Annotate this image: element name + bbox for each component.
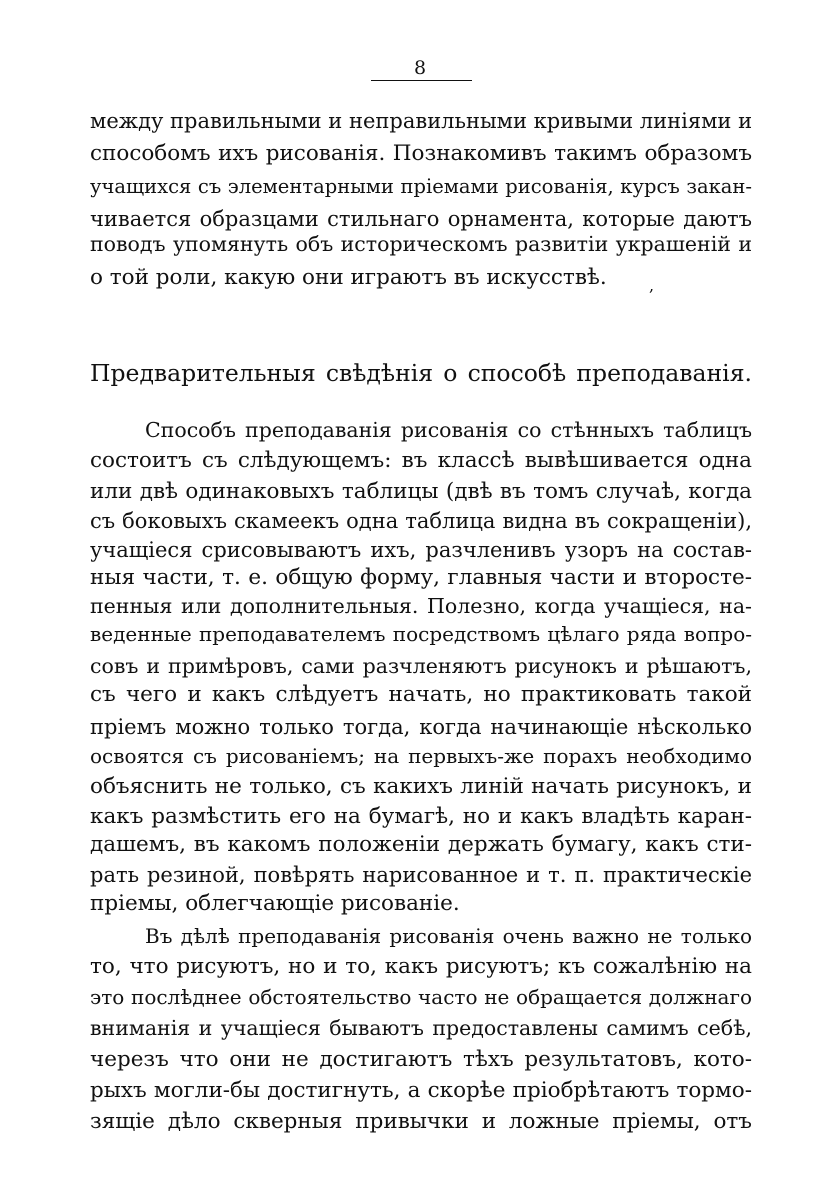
text-line: это послѣднее обстоятельство часто не обращается должнаго	[90, 985, 752, 1009]
text-line: то, что рисуютъ, но и то, какъ рисуютъ; къ сожалѣнію на	[90, 954, 752, 979]
text-line: какъ размѣстить его на бумагѣ, но и какъ владѣть каран-	[90, 804, 752, 829]
header-rule	[371, 80, 472, 81]
text-line: чивается образцами стильнаго орнамента, которые даютъ	[90, 207, 752, 231]
text-line: веденные преподавателемъ посредствомъ цѣлаго ряда вопро-	[90, 622, 752, 646]
text-line: учащіеся срисовываютъ ихъ, разчленивъ узоръ на состав-	[90, 538, 752, 562]
section-heading: Предварительныя свѣдѣнія о способѣ преподаванія.	[90, 359, 752, 387]
text-line: состоитъ съ слѣдующемъ: въ классѣ вывѣшивается одна	[90, 448, 752, 473]
page-number: 8	[413, 57, 427, 79]
text-line: пріемы, облегчающіе рисованіе.	[90, 891, 460, 916]
text-line: ныя части, т. е. общую форму, главныя части и второсте-	[90, 565, 752, 590]
stray-mark: ,	[649, 276, 655, 295]
text-line: освоятся съ рисованіемъ; на первыхъ-же порахъ необходимо	[90, 744, 752, 768]
text-line: съ боковыхъ скамеекъ одна таблица видна въ сокращеніи),	[90, 509, 752, 533]
text-line: рать резиной, повѣрять нарисованное и т. п. практическіе	[90, 863, 752, 887]
text-line: о той роли, какую они играютъ въ искусствѣ.	[90, 265, 607, 290]
text-line: способомъ ихъ рисованія. Познакомивъ такимъ образомъ	[90, 141, 752, 166]
text-line: объяснить не только, съ какихъ линій начать рисунокъ, и	[90, 774, 752, 799]
text-line: рыхъ могли-бы достигнуть, а скорѣе пріобрѣтаютъ тормо-	[90, 1078, 752, 1103]
text-line: или двѣ одинаковыхъ таблицы (двѣ въ томъ случаѣ, когда	[90, 479, 752, 504]
text-line: Способъ преподаванія рисованія со стѣнныхъ таблицъ	[145, 418, 752, 442]
text-line: зящіе дѣло скверныя привычки и ложные пріемы, отъ	[90, 1109, 752, 1134]
text-line: Въ дѣлѣ преподаванія рисованія очень важно не только	[145, 924, 752, 948]
text-line: между правильными и неправильными кривыми линіями и	[90, 109, 753, 133]
text-line: пріемъ можно только тогда, когда начинающіе нѣсколько	[90, 715, 752, 739]
text-line: учащихся съ элементарными пріемами рисованія, курсъ закан-	[90, 175, 752, 198]
text-line: пенныя или дополнительныя. Полезно, когда учащіеся, на-	[90, 594, 752, 618]
text-line: поводъ упомянуть объ историческомъ развитіи украшеній и	[90, 232, 752, 256]
text-line: съ чего и какъ слѣдуетъ начать, но практиковать такой	[90, 682, 752, 707]
text-line: дашемъ, въ какомъ положеніи держать бумагу, какъ сти-	[90, 832, 752, 857]
text-line: вниманія и учащіеся бываютъ предоставлены самимъ себѣ,	[90, 1016, 752, 1040]
text-line: совъ и примѣровъ, сами разчленяютъ рисунокъ и рѣшаютъ,	[90, 654, 752, 678]
text-line: черезъ что они не достигаютъ тѣхъ результатовъ, кото-	[90, 1047, 752, 1072]
